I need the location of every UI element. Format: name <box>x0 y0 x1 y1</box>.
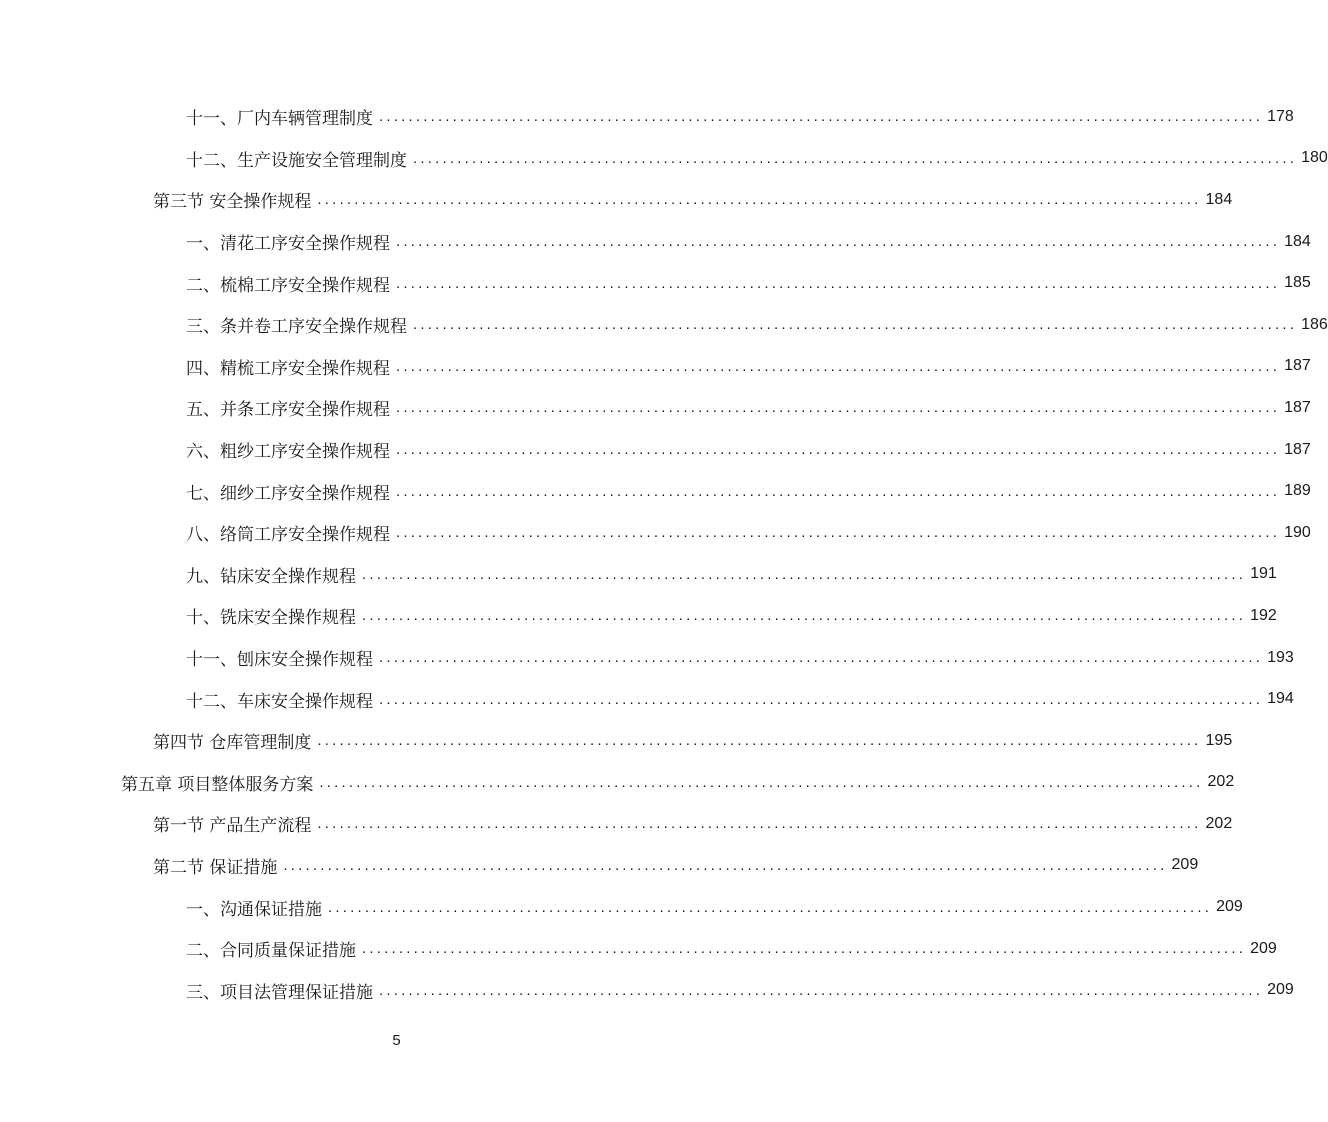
toc-entry-title: 四、精梳工序安全操作规程 <box>186 358 390 379</box>
toc-entry-title: 三、条并卷工序安全操作规程 <box>186 317 407 338</box>
toc-entry[interactable] <box>0 803 1233 845</box>
toc-entry-page: 194 <box>1267 690 1294 708</box>
toc-entry-title: 三、项目法管理保证措施 <box>186 982 373 1003</box>
toc-entry-page: 178 <box>1267 107 1294 125</box>
toc-entry[interactable] <box>0 637 1294 679</box>
toc-entry-title: 七、细纱工序安全操作规程 <box>186 483 390 504</box>
dot-leader: ........................................................................................................................ <box>379 108 1264 126</box>
toc-entry[interactable] <box>0 678 1294 720</box>
dot-leader: ........................................................................................................................ <box>317 815 1202 833</box>
toc-entry-title: 六、粗纱工序安全操作规程 <box>186 442 390 463</box>
dot-leader: ........................................................................................................................ <box>396 482 1281 500</box>
toc-entry[interactable] <box>0 969 1294 1011</box>
toc-entry-page: 191 <box>1250 565 1277 583</box>
toc-entry-title: 八、络筒工序安全操作规程 <box>186 525 390 546</box>
toc-entry-title: 第二节 保证措施 <box>153 857 278 878</box>
dot-leader: ........................................................................................................................ <box>379 649 1264 667</box>
dot-leader: ........................................................................................................................ <box>396 233 1281 251</box>
toc-entry-page: 209 <box>1171 856 1199 874</box>
toc-entry-page: 189 <box>1284 482 1311 500</box>
dot-leader: ........................................................................................................................ <box>379 981 1264 999</box>
toc-entry-page: 186 <box>1301 315 1328 333</box>
dot-leader: ........................................................................................................................ <box>317 191 1202 209</box>
dot-leader: ........................................................................................................................ <box>362 940 1247 958</box>
toc-entry[interactable] <box>0 762 1235 804</box>
toc-entry-title: 二、合同质量保证措施 <box>186 941 356 962</box>
toc-entry-page: 184 <box>1205 190 1233 208</box>
dot-leader: ........................................................................................................................ <box>396 274 1281 292</box>
toc-entry-title: 五、并条工序安全操作规程 <box>186 400 390 421</box>
toc-entry[interactable] <box>0 429 1311 471</box>
dot-leader: ........................................................................................................................ <box>396 441 1281 459</box>
toc-entry-page: 202 <box>1205 814 1233 832</box>
dot-leader: ........................................................................................................................ <box>396 524 1281 542</box>
toc-entry[interactable] <box>0 304 1328 346</box>
toc-entry[interactable] <box>0 595 1277 637</box>
toc-entry-title: 十二、车床安全操作规程 <box>186 691 373 712</box>
toc-entry[interactable] <box>0 928 1277 970</box>
toc-entry-title: 十、铣床安全操作规程 <box>186 608 356 629</box>
dot-leader: ........................................................................................................................ <box>317 732 1202 750</box>
page-number: 5 <box>392 1032 401 1049</box>
toc-entry-title: 一、清花工序安全操作规程 <box>186 234 390 255</box>
toc-entry-page: 209 <box>1250 939 1277 957</box>
toc-entry[interactable] <box>0 221 1311 263</box>
toc-entry-page: 187 <box>1284 357 1311 375</box>
toc-entry[interactable] <box>0 138 1328 180</box>
toc-entry-page: 209 <box>1267 981 1294 999</box>
dot-leader: ........................................................................................................................ <box>379 690 1264 708</box>
toc-entry[interactable] <box>0 387 1311 429</box>
dot-leader: ........................................................................................................................ <box>362 565 1247 583</box>
toc-entry-title: 第五章 项目整体服务方案 <box>121 774 314 795</box>
toc-entry-title: 十一、厂内车辆管理制度 <box>186 109 373 130</box>
toc-entry[interactable] <box>0 512 1311 554</box>
dot-leader: ........................................................................................................................ <box>396 399 1281 417</box>
toc-entry[interactable] <box>0 470 1311 512</box>
toc-entry-title: 第四节 仓库管理制度 <box>153 733 312 754</box>
dot-leader: ........................................................................................................................ <box>328 898 1213 916</box>
toc-entry-page: 187 <box>1284 398 1311 416</box>
dot-leader: ........................................................................................................................ <box>319 773 1204 791</box>
dot-leader: ........................................................................................................................ <box>362 607 1247 625</box>
toc-entry-page: 202 <box>1207 773 1235 791</box>
toc-entry[interactable] <box>0 554 1277 596</box>
toc-entry-title: 二、梳棉工序安全操作规程 <box>186 275 390 296</box>
dot-leader: ........................................................................................................................ <box>396 357 1281 375</box>
toc-entry[interactable] <box>0 262 1311 304</box>
dot-leader: ........................................................................................................................ <box>413 149 1298 167</box>
toc-entry-page: 187 <box>1284 440 1311 458</box>
toc-entry-page: 184 <box>1284 232 1311 250</box>
toc-entry-page: 190 <box>1284 523 1311 541</box>
toc-entry-page: 192 <box>1250 606 1277 624</box>
toc-entry-page: 209 <box>1216 898 1243 916</box>
toc-entry-page: 180 <box>1301 149 1328 167</box>
toc-entry-title: 一、沟通保证措施 <box>186 899 322 920</box>
toc-entry[interactable] <box>0 179 1233 221</box>
toc-entry-page: 195 <box>1205 731 1233 749</box>
toc-entry[interactable] <box>0 346 1311 388</box>
toc-entry-title: 九、钻床安全操作规程 <box>186 566 356 587</box>
toc-entry-page: 185 <box>1284 274 1311 292</box>
toc-entry-title: 十一、刨床安全操作规程 <box>186 650 373 671</box>
toc-entry[interactable] <box>0 720 1233 762</box>
dot-leader: ........................................................................................................................ <box>283 856 1168 874</box>
toc-entry-page: 193 <box>1267 648 1294 666</box>
toc-entry-title: 第三节 安全操作规程 <box>153 192 312 213</box>
toc-entry-title: 第一节 产品生产流程 <box>153 816 312 837</box>
toc-entry-title: 十二、生产设施安全管理制度 <box>186 150 407 171</box>
toc-entry[interactable] <box>0 886 1243 928</box>
table-of-contents <box>0 96 1328 1011</box>
toc-entry[interactable] <box>0 845 1199 887</box>
dot-leader: ........................................................................................................................ <box>413 316 1298 334</box>
toc-entry[interactable] <box>0 96 1294 138</box>
